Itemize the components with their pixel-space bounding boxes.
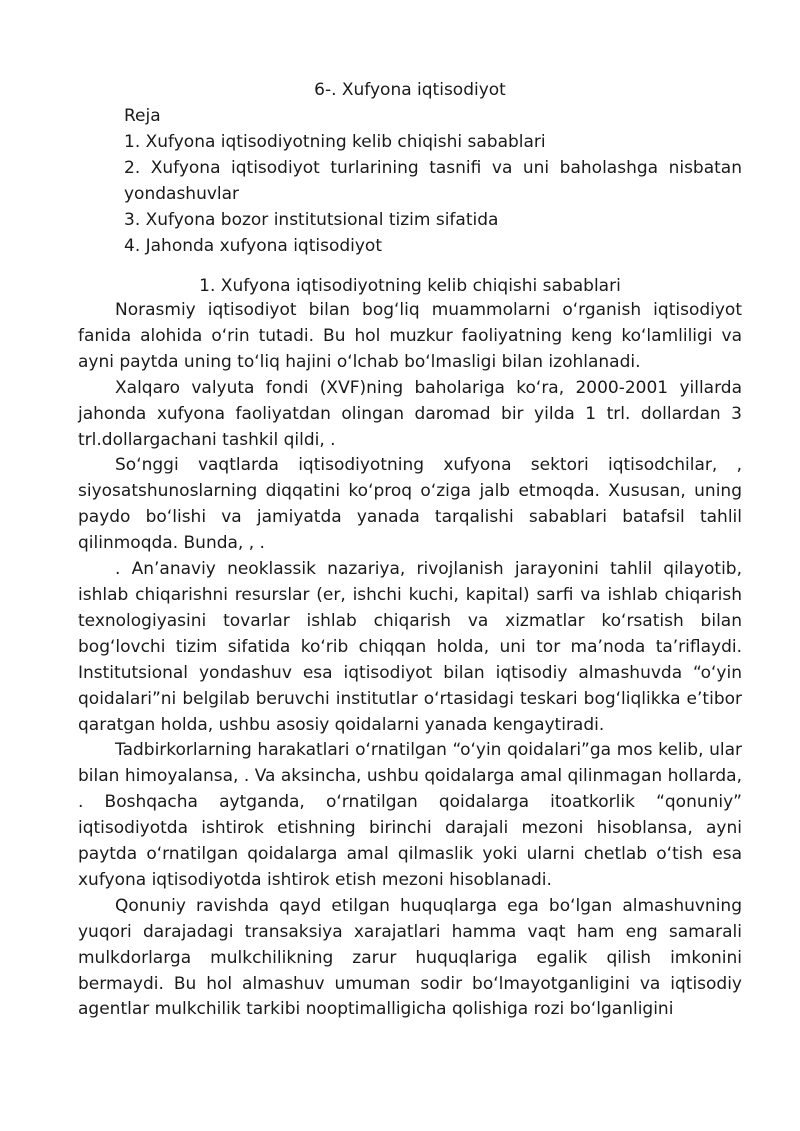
paragraph-6: Qonuniy ravishda qayd etilgan huquqlarga ega bo‘lgan almashuvning yuqori darajadagi transaksiya xarajatlari hamma vaqt ham eng samarali mulkdorlarga mulkchilikning zarur huquqlariga egalik qilish imkonini bermaydi. Bu hol almashuv umuman sodir bo‘lmayotganligini va iqtisodiy agentlar mulkchilik tarkibi nooptimalligicha qolishiga rozi bo‘lganligini bbox=[78, 895, 742, 1020]
document-title: 6-. Xufyona iqtisodiyot bbox=[314, 80, 506, 100]
body-text bbox=[78, 298, 742, 1023]
plan-label: Reja bbox=[124, 106, 161, 126]
paragraph-1: Norasmiy iqtisodiyot bilan bog‘liq muammolarni o‘rganish iqtisodiyot fanida alohida o‘rin tutadi. Bu hol muzkur faoliyatning keng ko‘lamliligi va ayni paytda uning to‘liq hajini o‘lchab bo‘lmasligi bilan izohlanadi. bbox=[78, 300, 742, 372]
plan-block bbox=[124, 103, 742, 259]
paragraph-3: So‘nggi vaqtlarda iqtisodiyotning xufyona sektori iqtisodchilar, , siyosatshunoslarning diqqatini ko‘proq o‘ziga jalb etmoqda. Xususan, uning paydo bo‘lishi va jamiyatda yanada tarqalishi sabablari batafsil tahlil qilinmoqda. Bunda, , . bbox=[78, 455, 742, 554]
section-heading: 1. Xufyona iqtisodiyotning kelib chiqishi sabablari bbox=[199, 276, 621, 296]
paragraph-5: Tadbirkorlarning harakatlari o‘rnatilgan “o‘yin qoidalari”ga mos kelib, ular bilan himoyalansa, . Va aksincha, ushbu qoidalarga amal qilinmagan hollarda, . Boshqacha aytganda, o‘rnatilgan qoidalarga itoatkorlik “qonuniy” iqtisodiyotda ishtirok etishning birinchi darajali mezoni hisoblansa, ayni paytda o‘rnatilgan qoidalarga amal qilmaslik yoki ularni chetlab o‘tish esa xufyona iqtisodiyotda ishtirok etish mezoni hisoblanadi. bbox=[78, 740, 742, 890]
paragraph-2: Xalqaro valyuta fondi (XVF)ning baholariga ko‘ra, 2000-2001 yillarda jahonda xufyona faoliyatdan olingan daromad bir yilda 1 trl. dollardan 3 trl.dollargachani tashkil qildi, . bbox=[78, 377, 742, 450]
plan-item-4: 4. Jahonda xufyona iqtisodiyot bbox=[124, 236, 382, 256]
plan-item-3: 3. Xufyona bozor institutsional tizim sifatida bbox=[124, 210, 499, 230]
plan-item-1: 1. Xufyona iqtisodiyotning kelib chiqishi sabablari bbox=[124, 132, 546, 152]
paragraph-4: . An’anaviy neoklassik nazariya, rivojlanish jarayonini tahlil qilayotib, ishlab chiqarishni resurslar (er, ishchi kuchi, kapital) sarfi va ishlab chiqarish texnologiyasini tovarlar ishlab chiqarish va xizmatlar ko‘rsatish bilan bog‘lovchi tizim sifatida ko‘rib chiqqan holda, uni tor ma’noda ta’riflaydi. Institutsional yondashuv esa iqtisodiyot bilan iqtisodiy almashuvda “o‘yin qoidalari”ni belgilab beruvchi institutlar o‘rtasidagi teskari bog‘liqlikka e’tibor qaratgan holda, ushbu asosiy qoidalarni yanada kengaytiradi. bbox=[78, 559, 742, 735]
plan-item-2: 2. Xufyona iqtisodiyot turlarining tasnifi va uni baholashga nisbatan yondashuvlar bbox=[124, 158, 742, 204]
